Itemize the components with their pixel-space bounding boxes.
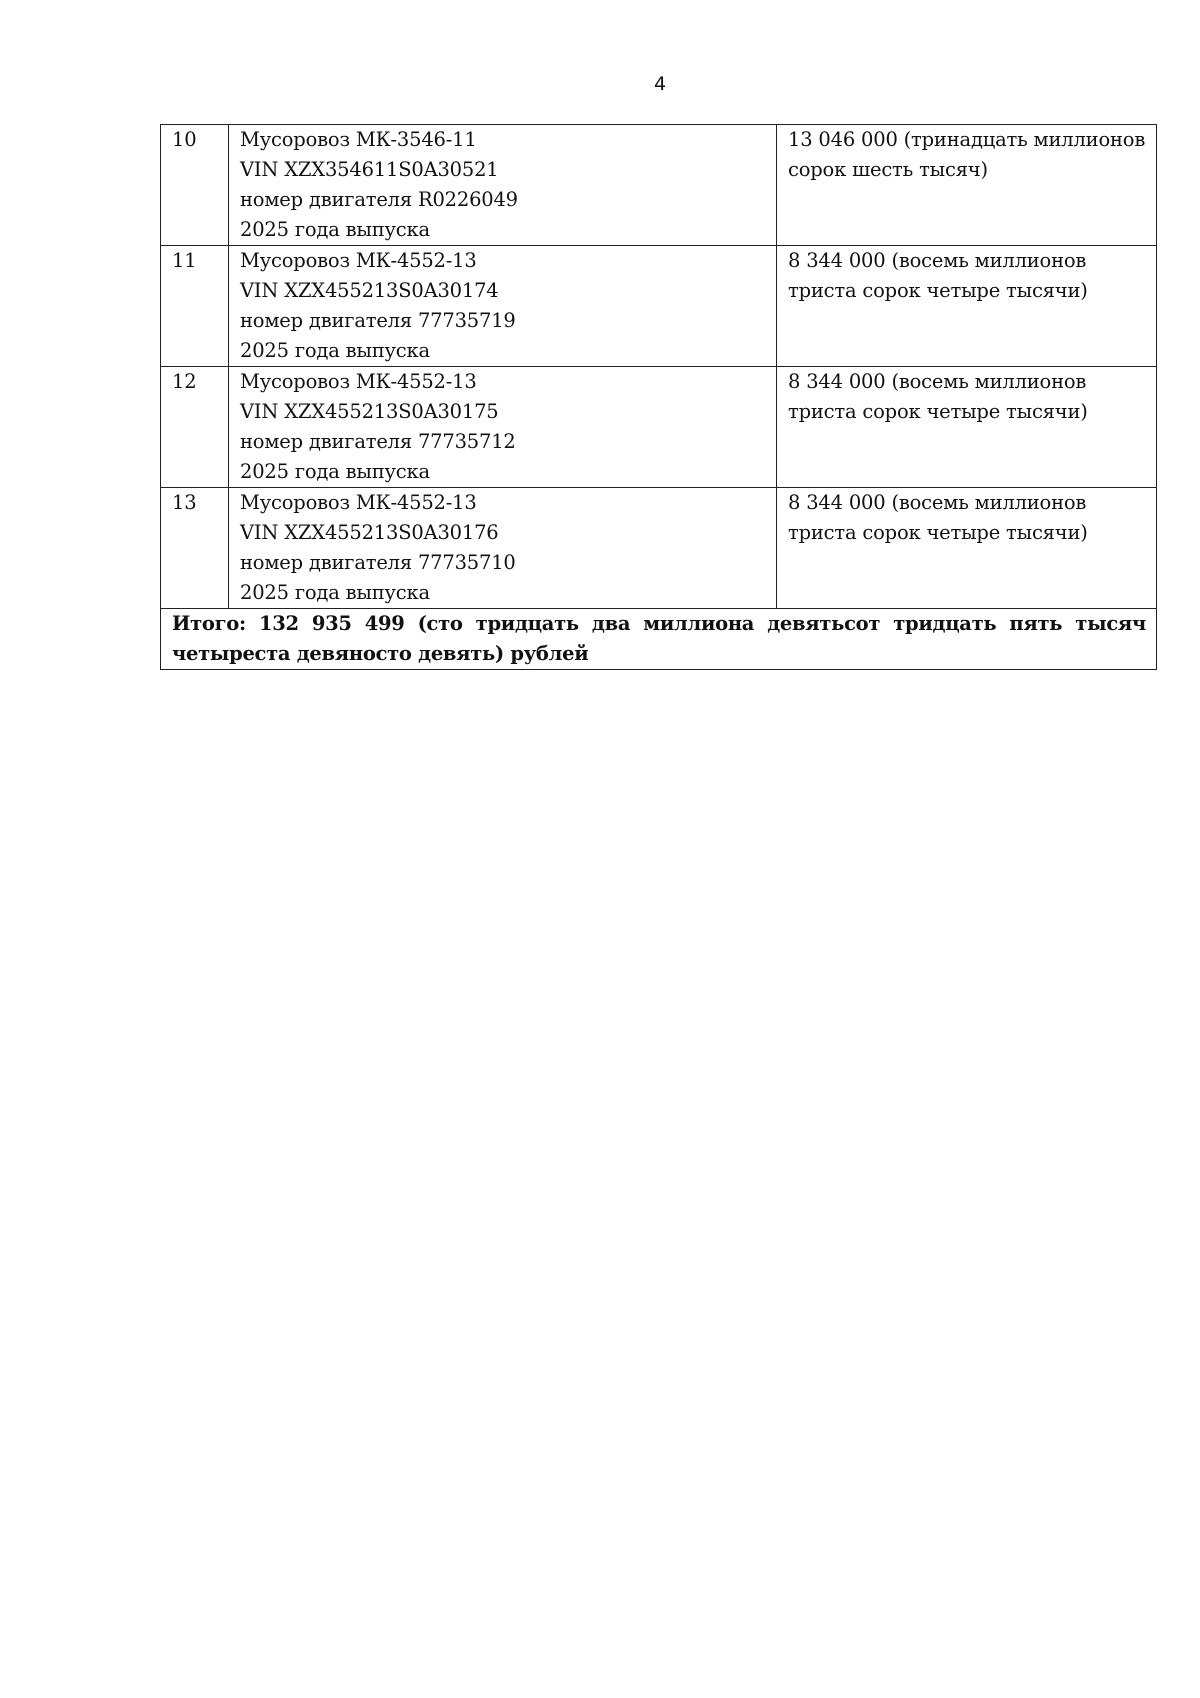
vehicle-price [777, 488, 1157, 609]
table-row [161, 367, 1157, 488]
vehicle-description [229, 246, 777, 367]
row-number: 13 [161, 488, 229, 609]
price-text: 13 046 000 (тринадцать миллионов сорок шесть тысяч) [788, 128, 1146, 181]
row-number: 10 [161, 125, 229, 246]
vehicle-model: Мусоровоз МК-4552-13 [240, 491, 477, 514]
production-year: 2025 года выпуска [240, 218, 430, 241]
table-row [161, 488, 1157, 609]
vehicle-model: Мусоровоз МК-4552-13 [240, 370, 477, 393]
production-year: 2025 года выпуска [240, 581, 430, 604]
price-text: 8 344 000 (восемь миллионов триста сорок четыре тысячи) [788, 370, 1088, 423]
total-row [161, 609, 1157, 670]
vehicle-price [777, 125, 1157, 246]
vehicle-table [160, 124, 1157, 670]
production-year: 2025 года выпуска [240, 460, 430, 483]
total-text: Итого: 132 935 499 (сто тридцать два миллиона девятьсот тридцать пять тысяч четыреста девяносто девять) рублей [161, 609, 1157, 670]
vehicle-price [777, 367, 1157, 488]
price-text: 8 344 000 (восемь миллионов триста сорок четыре тысячи) [788, 249, 1088, 302]
vehicle-description [229, 125, 777, 246]
vehicle-description [229, 367, 777, 488]
engine-number: номер двигателя R0226049 [240, 188, 518, 211]
table-row [161, 125, 1157, 246]
engine-number: номер двигателя 77735710 [240, 551, 516, 574]
row-number: 11 [161, 246, 229, 367]
engine-number: номер двигателя 77735719 [240, 309, 516, 332]
vehicle-price [777, 246, 1157, 367]
engine-number: номер двигателя 77735712 [240, 430, 516, 453]
vehicle-vin: VIN XZX455213S0A30176 [240, 521, 499, 544]
vehicle-vin: VIN XZX354611S0A30521 [240, 158, 499, 181]
production-year: 2025 года выпуска [240, 339, 430, 362]
row-number: 12 [161, 367, 229, 488]
vehicle-description [229, 488, 777, 609]
vehicle-model: Мусоровоз МК-4552-13 [240, 249, 477, 272]
vehicle-model: Мусоровоз МК-3546-11 [240, 128, 477, 151]
vehicle-vin: VIN XZX455213S0A30175 [240, 400, 499, 423]
table-row [161, 246, 1157, 367]
vehicle-vin: VIN XZX455213S0A30174 [240, 279, 499, 302]
price-text: 8 344 000 (восемь миллионов триста сорок четыре тысячи) [788, 491, 1088, 544]
page-number: 4 [653, 73, 667, 95]
